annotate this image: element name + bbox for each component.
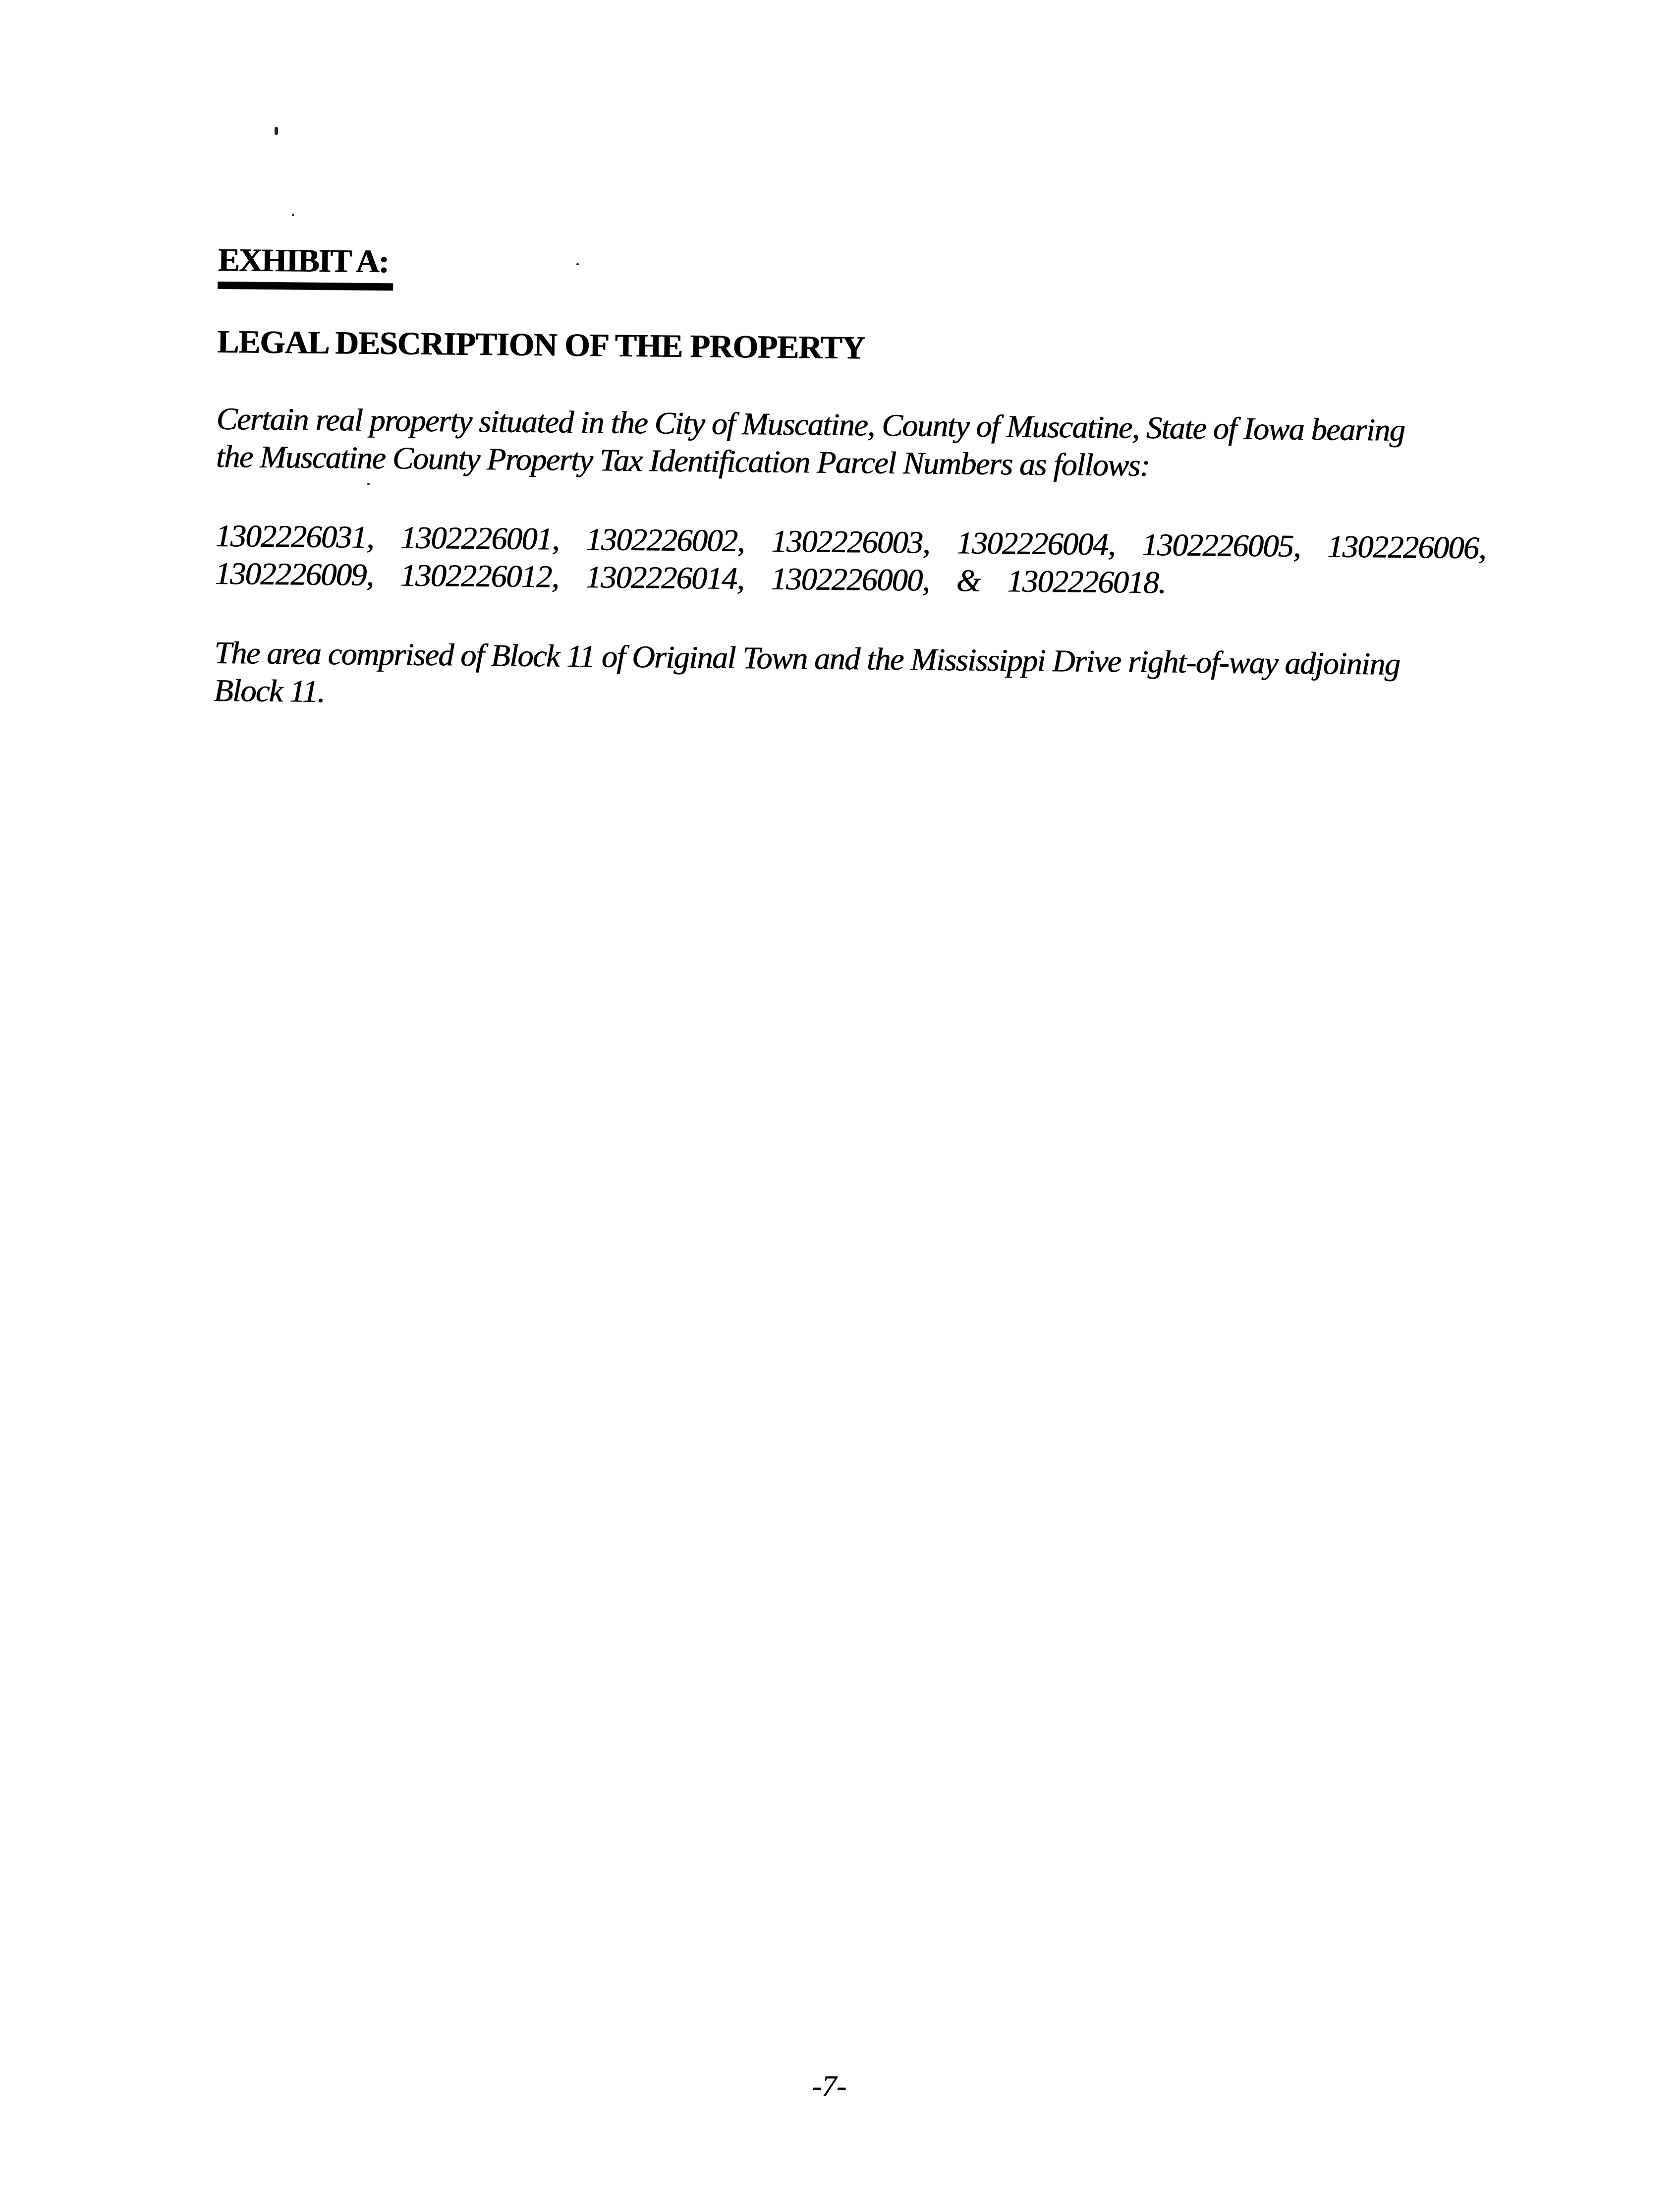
scan-speck [275,127,278,135]
page-number: -7- [812,2070,846,2102]
exhibit-heading: EXHIBIT A: [218,244,393,290]
paragraph-block-area [214,634,1522,722]
paragraph-property-description [216,400,1525,488]
text-line: the Muscatine County Property Tax Identification Parcel Numbers as follows: [216,438,1150,483]
text-line: 1302226009, 1302226012, 1302226014, 1302226000, & 1302226018. [215,555,1166,600]
section-title: LEGAL DESCRIPTION OF THE PROPERTY [217,323,865,366]
paragraph-parcel-numbers [215,517,1523,605]
text-line: 1302226031, 1302226001, 1302226002, 1302226003, 1302226004, 1302226005, 1302226006, [215,518,1486,566]
text-line: Certain real property situated in the City of Muscatine, County of Muscatine, State of Iowa bearing [216,401,1405,448]
scan-speck [292,214,294,216]
document-content [214,244,1526,722]
text-line: The area comprised of Block 11 of Original Town and the Mississippi Drive right-of-way adjoining [214,635,1400,682]
text-line: Block 11. [214,672,325,709]
